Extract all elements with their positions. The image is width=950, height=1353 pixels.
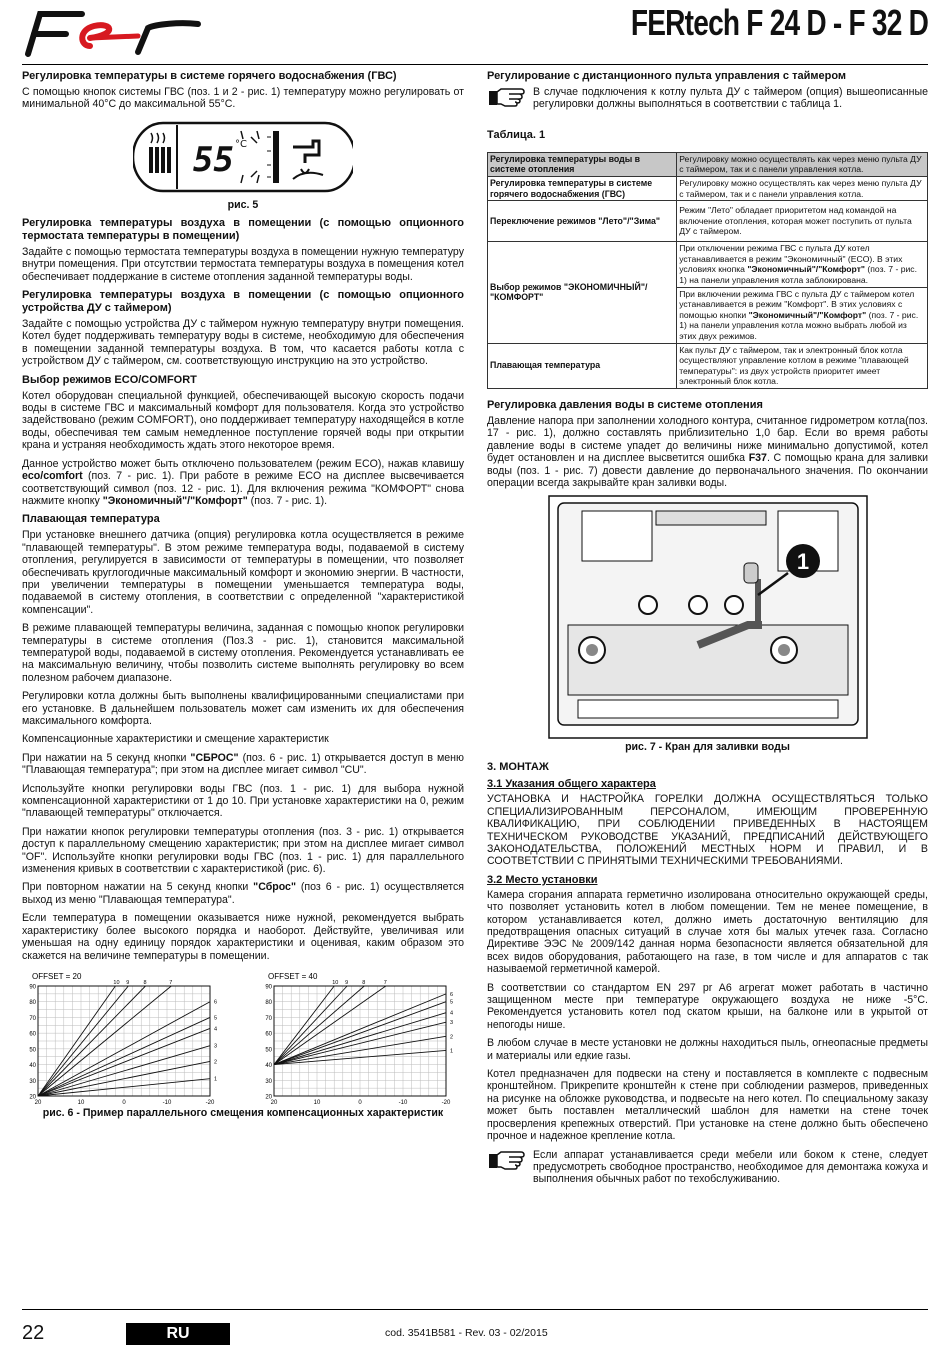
section-pressure-title: Регулировка давления воды в системе отопления	[487, 398, 763, 411]
y-tick-label: 30	[29, 1078, 36, 1085]
floating-temp-text-5: При нажатии на 5 секунд кнопки "СБРОС" (поз. 6 - рис. 1) открывается доступ в меню "Плавающая температура"; при этом на дисплее мигает символ "CU".	[22, 751, 464, 777]
section-dhw-text: С помощью кнопок системы ГВС (поз. 1 и 2 - рис. 1) температуру можно регулировать от минимальной 40°С до максимальной 55°С.	[22, 86, 464, 111]
section-floating-temp-title: Плавающая температура	[22, 513, 160, 526]
table-cell-value: Регулировку можно осуществлять как через меню пульта ДУ с таймером, так и с панели управления котла.	[677, 152, 928, 176]
y-tick-label: 50	[29, 1047, 36, 1054]
section-eco-comfort-text-2: Данное устройство может быть отключено пользователем (режим ECO), нажав клавишу eco/comfort (поз. 7 - рис. 1). При работе в режиме ECO на дисплее высвечивается соответствующий символ (поз. 12 - рис. 1). Для включения режима "КОМФОРТ" снова нажмите кнопку "Экономичный"/"Комфорт" (поз. 7 - рис. 1).	[22, 457, 464, 507]
display-unit: °C	[235, 138, 247, 150]
table-cell-value: При отключении режима ГВС с пульта ДУ котел устанавливается в режим "Экономичный" (ECO). В этих условиях кнопка "Экономичный"/"Комфорт" (поз. 7 - рис. 1) на панели управления котла заблокирована.	[677, 242, 928, 287]
curve-label: 3	[214, 1043, 218, 1050]
table-cell-label: Переключение режимов "Лето"/"Зима"	[488, 201, 677, 242]
remote-settings-table	[487, 152, 928, 389]
language-badge: RU	[126, 1323, 230, 1345]
x-tick-label: -20	[205, 1099, 215, 1105]
curve-label: 7	[383, 979, 387, 986]
curve-label: 8	[362, 979, 366, 986]
table-row	[488, 177, 928, 201]
fig7-marker: 1	[796, 549, 809, 575]
section-remote-title: Регулировка температуры воздуха в помещении (с помощью опционного устройства ДУ с таймером)	[22, 289, 464, 315]
floating-temp-text-6: Используйте кнопки регулировки воды ГВС (поз. 1 - рис. 1) для выбора нужной компенсационной характеристики от 1 до 10. При установке характеристики на 0, режим "плавающей температуры" отключается.	[22, 782, 464, 820]
x-tick-label: -20	[441, 1099, 451, 1105]
pointing-hand-icon	[487, 1149, 525, 1171]
footer-rule	[22, 1309, 928, 1310]
table-title: Таблица. 1	[487, 128, 546, 141]
fig6-caption: рис. 6 - Пример параллельного смещения компенсационных характеристик	[42, 1106, 444, 1119]
floating-temp-text-3: Регулировки котла должны быть выполнены квалифицированными специалистами при его установке. В дальнейшем пользователь может сам изменить их для обеспечения максимального комфорта.	[22, 690, 464, 727]
table-cell-label: Регулировка температуры воды в системе отопления	[488, 152, 677, 176]
fer-logo	[20, 8, 210, 58]
section-eco-comfort-text: Котел оборудован специальной функцией, обеспечивающей высокую скорость подачи воды в системе ГВС и максимальный комфорт для пользователя. Когда это устройство задействовано (режим COMFORT), оно поддерживает температуру находящейся в котле воды, обеспечивая тем самым немедленное поступление горячей воды при открытии крана и устраняя необходимость ждать этого некоторое время.	[22, 389, 464, 452]
y-tick-label: 70	[265, 1015, 272, 1022]
fill-tap-figure	[548, 495, 868, 739]
location-text-2: В соответствии со стандартом EN 297 pr A6 агрегат может работать в частично защищенном месте при температуре окружающего воздуха не ниже -5°С. Рекомендуется установить котел под скатом крыши, на балконе или в укрытой от непогоды нише.	[487, 981, 928, 1031]
x-tick-label: 20	[34, 1099, 42, 1105]
section-general-title: 3.1 Указания общего характера	[487, 778, 656, 791]
location-text-4: Котел предназначен для подвески на стену и поставляется в комплекте с подвесным кронштейном. Прикрепите кронштейн к стене при соблюдении размеров, приведенных на рисунке на обложке руководства, и подвесьте на него котел. По специальному заказу может быть поставлен металлический шаблон для наметки на стене точек просверления крепежных отверстий. При установке на стене должно быть обеспечено прочное и надежное крепление котла.	[487, 1068, 928, 1143]
remote-control-note-text: В случае подключения к котлу пульта ДУ с таймером (опция) вышеописанные регулировки должны выполняться в соответствии с таблица 1.	[533, 86, 928, 111]
right-column	[487, 70, 928, 1194]
header-rule	[22, 64, 928, 65]
curve-label: 2	[214, 1059, 218, 1066]
compensation-graphs	[22, 970, 464, 1105]
location-note	[487, 1149, 928, 1186]
x-tick-label: -10	[398, 1099, 408, 1105]
y-tick-label: 80	[265, 1000, 272, 1007]
curve-label: 6	[450, 991, 454, 998]
y-tick-label: 60	[265, 1031, 272, 1038]
chart-title: OFFSET = 20	[32, 971, 82, 981]
floating-temp-text-2: В режиме плавающей температуры величина, заданная с помощью кнопок регулировки температуры в системе отопления (Поз.3 - рис. 1), становится максимальной температурой воды, подаваемой в систему отопления. Рекомендуется устанавливать ее на максимальную величину, чтобы позволить системе выполнять регулировку во всем полезном рабочем диапазоне.	[22, 622, 464, 684]
x-tick-label: -10	[162, 1099, 172, 1105]
remote-control-note	[487, 86, 928, 111]
graph-offset-20	[22, 970, 222, 1105]
table-cell-label: Регулировка температуры в системе горячего водоснабжения (ГВС)	[488, 177, 677, 201]
boiler-display-figure	[133, 117, 353, 197]
curve-label: 10	[332, 979, 339, 986]
y-tick-label: 30	[265, 1078, 272, 1085]
curve-label: 5	[450, 999, 454, 1006]
table-row	[488, 242, 928, 287]
section-dhw-title: Регулировка температуры в системе горячего водоснабжения (ГВС)	[22, 70, 397, 82]
location-text-1: Камера сгорания аппарата герметично изолирована относительно окружающей среды, что позволяет установить котел в любом помещении. Тем не менее помещение, в котором устанавливается котел, должно иметь достаточную вентиляцию для предотвращения опасных ситуаций в случае хотя бы малых утечек газа. Согласно Директиве ЭЭС № 2009/142 данная норма безопасности является обязательной для всех видов оборудования, работающего на газе, в том числе и для аппаратов с так называемой герметичной камерой.	[487, 888, 928, 976]
section-pressure-text: Давление напора при заполнении холодного контура, считанное гидрометром котла(поз. 17 - рис. 1), должно составлять приблизительно 1,0 бар. Если во время работы давление воды в системе упадет до величины ниже минимально допустимой, котел будет остановлен и на дисплее высветится ошибка F37. С помощью крана для заливки воды (поз. 1 - рис. 7) довести давление до первоначального значения. По окончании операции всегда закрывайте кран заливки воды.	[487, 414, 928, 489]
page-header	[0, 0, 950, 70]
table-row	[488, 343, 928, 388]
chart-title: OFFSET = 40	[268, 971, 318, 981]
floating-temp-text-9: Если температура в помещении оказывается ниже нужной, рекомендуется выбрать характеристику более высокого порядка и наоборот. Действуйте, увеличивая или уменьшая на одну единицу порядок характеристики и оценивая, каким образом это скажется на величине температуры в помещении.	[22, 912, 464, 962]
y-tick-label: 70	[29, 1015, 36, 1022]
curve-label: 1	[214, 1076, 218, 1083]
y-tick-label: 90	[265, 984, 272, 991]
floating-temp-text-7: При нажатии кнопок регулировки температуры отопления (поз. 3 - рис. 1) открывается доступ к параллельному смещению характеристик; при этом на дисплее мигает символ "OF". Используйте кнопки регулировки воды ГВС (поз. 1 - рис. 1) для параллельного изменения кривых в соответствии с характеристикой (рис. 6).	[22, 825, 464, 876]
y-tick-label: 20	[29, 1094, 36, 1101]
table-cell-value: Регулировку можно осуществлять как через меню пульта ДУ с таймером, так и с панели управления котла.	[677, 177, 928, 201]
y-tick-label: 90	[29, 984, 36, 991]
curve-label: 2	[450, 1034, 454, 1041]
curve-label: 6	[214, 999, 218, 1006]
section-general-text: УСТАНОВКА И НАСТРОЙКА ГОРЕЛКИ ДОЛЖНА ОСУЩЕСТВЛЯТЬСЯ ТОЛЬКО СПЕЦИАЛИЗИРОВАННЫМ ПЕРСОНАЛОМ, ИМЕЮЩИМ ПРОВЕРЕННУЮ КВАЛИФИКАЦИЮ, ПРИ СОБЛЮДЕНИИ ПРИВЕДЕННЫХ В НАСТОЯЩЕМ ТЕХНИЧЕСКОМ РУКОВОДСТВЕ УКАЗАНИЙ, ПРЕДПИСАНИЙ ДЕЙСТВУЮЩЕГО ЗАКОНОДАТЕЛЬСТВА, ПОЛОЖЕНИЙ МЕСТНЫХ НОРМ И ПРАВИЛ, И В СООТВЕТСТВИИ С ПРИНЯТЫМИ ТЕХНИЧЕСКИМИ ТРЕБОВАНИЯМИ.	[487, 793, 928, 868]
left-column	[22, 70, 464, 1125]
table-cell-label: Плавающая температура	[488, 343, 677, 388]
fig7-caption: рис. 7 - Кран для заливки воды	[625, 741, 790, 754]
section-remote-text: Задайте с помощью устройства ДУ с таймером нужную температуру внутри помещения. Котел будет поддерживать температуру воды в системе, необходимую для обеспечения в помещении заданной температуры воздуха. В том, что касается работы котла с устройством ДУ с таймером, см. соответствующую инструкцию на это устройство.	[22, 318, 464, 368]
fig5-caption: рис. 5	[227, 198, 259, 211]
model-title: FERtech F 24 D - F 32 D	[630, 2, 928, 43]
curve-label: 4	[450, 1010, 454, 1017]
x-tick-label: 0	[358, 1099, 362, 1105]
table-cell-value: Как пульт ДУ с таймером, так и электронный блок котла осуществляют управление котлом в режиме "плавающей температуры": из двух устройств приоритет имеет электронный блок котла.	[677, 343, 928, 388]
floating-temp-text-8: При повторном нажатии на 5 секунд кнопки "Сброс" (поз 6 - рис. 1) осуществляется выход из меню "Плавающая температура".	[22, 881, 464, 906]
x-tick-label: 20	[270, 1099, 278, 1105]
location-text-3: В любом случае в месте установки не должны находиться пыль, огнеопасные предметы и материалы или едкие газы.	[487, 1037, 928, 1062]
y-tick-label: 20	[265, 1094, 272, 1101]
x-tick-label: 0	[122, 1099, 126, 1105]
y-tick-label: 40	[29, 1062, 36, 1069]
table-row	[488, 201, 928, 242]
table-cell-value: При включении режима ГВС с пульта ДУ с таймером котел устанавливается в режим "Комфорт". В этих условиях с помощью кнопки "Экономичный"/"Комфорт" (поз. 7 - рис. 1) на панели управления котла можно выбрать любой из этих двух режимов.	[677, 287, 928, 343]
document-code: cod. 3541B581 - Rev. 03 - 02/2015	[385, 1327, 548, 1339]
curve-label: 4	[214, 1026, 218, 1033]
x-tick-label: 10	[313, 1099, 321, 1105]
curve-label: 5	[214, 1015, 218, 1022]
curve-label: 7	[169, 979, 173, 986]
floating-temp-text-4: Компенсационные характеристики и смещение характеристик	[22, 733, 329, 746]
table-cell-label: Выбор режимов "ЭКОНОМИЧНЫЙ"/ "КОМФОРТ"	[488, 242, 677, 343]
y-tick-label: 60	[29, 1031, 36, 1038]
display-temperature: 55	[193, 139, 234, 180]
section-remote-control-title: Регулирование с дистанционного пульта управления с таймером	[487, 70, 847, 82]
curve-label: 10	[113, 979, 120, 986]
curve-label: 9	[126, 979, 130, 986]
page-number: 22	[22, 1322, 45, 1344]
section-thermostat-title: Регулировка температуры воздуха в помещении (с помощью опционного термостата температуры в помещении)	[22, 216, 464, 242]
y-tick-label: 80	[29, 1000, 36, 1007]
section-thermostat-text: Задайте с помощью термостата температуры воздуха в помещении нужную температуру внутри помещения. При отсутствии термостата температуры воздуха в помещения котел обеспечивает поддержание в системе отопления заданной температуры воды.	[22, 245, 464, 283]
table-cell-value: Режим "Лето" обладает приоритетом над командой на включение отопления, которая может поступить от пульта ДУ с таймером.	[677, 201, 928, 242]
curve-label: 8	[143, 979, 147, 986]
y-tick-label: 40	[265, 1062, 272, 1069]
pointing-hand-icon	[487, 86, 525, 108]
curve-label: 3	[450, 1020, 454, 1027]
curve-label: 1	[450, 1048, 454, 1055]
section-install-title: 3. МОНТАЖ	[487, 761, 549, 774]
section-eco-comfort-title: Выбор режимов ECO/COMFORT	[22, 373, 197, 386]
y-tick-label: 50	[265, 1047, 272, 1054]
x-tick-label: 10	[77, 1099, 85, 1105]
section-location-title: 3.2 Место установки	[487, 873, 598, 886]
table-row	[488, 152, 928, 176]
floating-temp-text-1: При установке внешнего датчика (опция) регулировка котла осуществляется в режиме "плавающей температуры". В этом режиме температура воды, подаваемой в систему отопления, регулируется в зависимости от температуры в помещении, что позволяет обеспечивать круглогодичные максимальный комфорт и экономию энергии. В частности, при увеличении температуры в помещении уменьшается температура воды, подаваемой в систему отопления, в соответствии с определенной "характеристикой компенсации".	[22, 529, 464, 616]
curve-label: 9	[345, 979, 349, 986]
graph-offset-40	[258, 970, 458, 1105]
location-note-text: Если аппарат устанавливается среди мебели или боком к стене, следует предусмотреть свободное пространство, необходимое для демонтажа кожуха и выполнения обычных работ по техобслуживанию.	[533, 1148, 928, 1186]
